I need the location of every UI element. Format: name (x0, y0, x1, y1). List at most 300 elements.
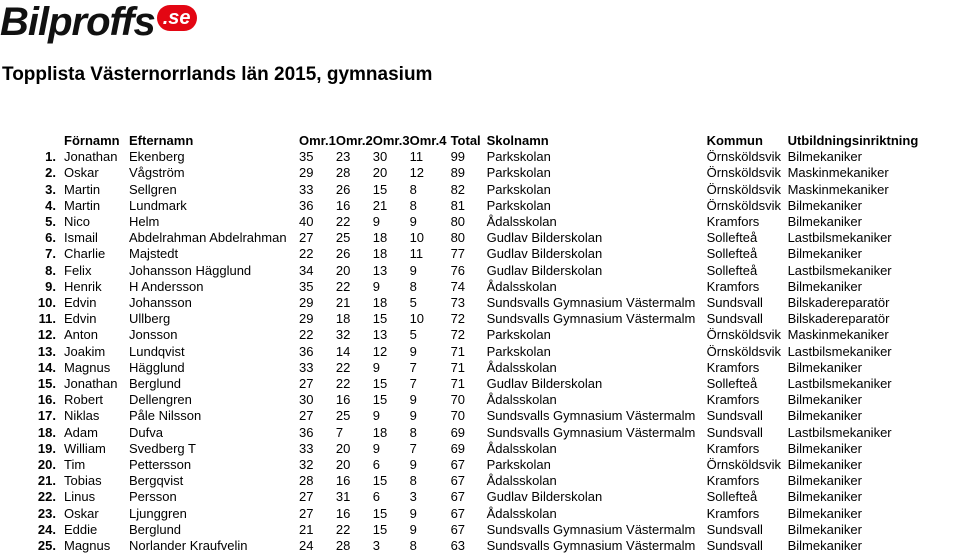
cell-municipality: Örnsköldsvik (706, 165, 781, 181)
cell-omr2: 16 (335, 392, 351, 408)
cell-total: 99 (450, 149, 466, 165)
cell-municipality: Örnsköldsvik (706, 181, 781, 197)
cell-total: 67 (450, 505, 466, 521)
cell-municipality: Kramfors (706, 359, 760, 375)
cell-last-name: Pettersson (129, 457, 192, 473)
cell-municipality: Sundsvall (706, 311, 763, 327)
cell-municipality: Kramfors (706, 473, 760, 489)
table-row (0, 376, 928, 392)
cell-omr3: 15 (372, 473, 388, 489)
table-row (0, 360, 928, 376)
cell-omr2: 28 (335, 165, 351, 181)
cell-omr3: 9 (372, 359, 380, 375)
header-program: Utbildningsinriktning (787, 133, 919, 148)
table-row (0, 295, 928, 311)
header-omr3: Omr.3 (372, 133, 410, 148)
cell-last-name: Majstedt (129, 246, 179, 262)
cell-rank: 5. (45, 214, 56, 230)
cell-omr3: 9 (372, 440, 380, 456)
cell-municipality: Sundsvall (706, 521, 763, 537)
cell-school: Ådalsskolan (486, 359, 557, 375)
cell-program: Bilskadereparatör (787, 295, 890, 311)
table-row (0, 198, 928, 214)
cell-school: Gudlav Bilderskolan (486, 246, 603, 262)
cell-omr3: 9 (372, 214, 380, 230)
cell-total: 71 (450, 359, 466, 375)
cell-school: Sundsvalls Gymnasium Västermalm (486, 408, 696, 424)
table-row (0, 392, 928, 408)
cell-municipality: Sundsvall (706, 424, 763, 440)
cell-total: 69 (450, 424, 466, 440)
cell-omr2: 20 (335, 457, 351, 473)
cell-program: Lastbilsmekaniker (787, 376, 892, 392)
cell-first-name: Jonathan (64, 376, 118, 392)
cell-school: Sundsvalls Gymnasium Västermalm (486, 295, 696, 311)
cell-first-name: Edvin (64, 311, 97, 327)
cell-last-name: Jonsson (129, 327, 178, 343)
table-row (0, 214, 928, 230)
cell-first-name: Niklas (64, 408, 100, 424)
cell-first-name: Martin (64, 197, 101, 213)
cell-total: 67 (450, 521, 466, 537)
cell-omr2: 22 (335, 376, 351, 392)
cell-first-name: Magnus (64, 359, 111, 375)
cell-omr2: 20 (335, 440, 351, 456)
cell-municipality: Kramfors (706, 278, 760, 294)
cell-municipality: Sollefteå (706, 376, 758, 392)
cell-last-name: Ullberg (129, 311, 171, 327)
cell-rank: 25. (37, 538, 56, 554)
cell-total: 67 (450, 473, 466, 489)
cell-omr2: 22 (335, 214, 351, 230)
header-last-name: Efternamn (129, 133, 194, 148)
cell-omr2: 18 (335, 311, 351, 327)
cell-omr2: 14 (335, 343, 351, 359)
cell-school: Parkskolan (486, 327, 551, 343)
cell-omr3: 15 (372, 181, 388, 197)
cell-omr4: 9 (409, 214, 417, 230)
cell-omr3: 18 (372, 295, 388, 311)
cell-last-name: Berglund (129, 521, 182, 537)
cell-program: Bilmekaniker (787, 521, 862, 537)
cell-omr3: 9 (372, 408, 380, 424)
cell-rank: 1. (45, 149, 56, 165)
cell-omr1: 33 (299, 359, 314, 375)
cell-first-name: Magnus (64, 538, 111, 554)
cell-omr1: 35 (299, 278, 314, 294)
cell-last-name: Bergqvist (129, 473, 184, 489)
cell-program: Bilmekaniker (787, 197, 862, 213)
cell-first-name: Edvin (64, 295, 97, 311)
table-row (0, 311, 928, 327)
cell-last-name: Abdelrahman Abdelrahman (129, 230, 287, 246)
cell-omr4: 8 (409, 197, 417, 213)
cell-last-name: Dellengren (129, 392, 192, 408)
cell-omr1: 34 (299, 262, 314, 278)
cell-omr1: 27 (299, 408, 314, 424)
cell-omr4: 9 (409, 262, 417, 278)
cell-omr1: 29 (299, 295, 314, 311)
cell-rank: 4. (45, 197, 56, 213)
cell-total: 71 (450, 343, 466, 359)
header-municipality: Kommun (706, 133, 763, 148)
cell-omr2: 25 (335, 408, 351, 424)
cell-omr4: 8 (409, 473, 417, 489)
cell-first-name: Ismail (64, 230, 98, 246)
cell-last-name: Persson (129, 489, 177, 505)
cell-last-name: Vågström (129, 165, 185, 181)
table-row (0, 506, 928, 522)
cell-program: Bilmekaniker (787, 359, 862, 375)
cell-total: 67 (450, 489, 466, 505)
cell-omr1: 24 (299, 538, 314, 554)
cell-omr4: 7 (409, 359, 417, 375)
cell-total: 69 (450, 440, 466, 456)
cell-omr1: 21 (299, 521, 314, 537)
cell-first-name: Linus (64, 489, 96, 505)
cell-total: 67 (450, 457, 466, 473)
cell-first-name: Eddie (64, 521, 98, 537)
cell-school: Gudlav Bilderskolan (486, 262, 603, 278)
cell-omr4: 9 (409, 505, 417, 521)
cell-rank: 7. (45, 246, 56, 262)
cell-last-name: Ekenberg (129, 149, 185, 165)
cell-total: 76 (450, 262, 466, 278)
cell-omr2: 20 (335, 262, 351, 278)
cell-omr3: 9 (372, 278, 380, 294)
cell-program: Bilmekaniker (787, 457, 862, 473)
cell-rank: 3. (45, 181, 56, 197)
cell-school: Sundsvalls Gymnasium Västermalm (486, 538, 696, 554)
cell-first-name: Anton (64, 327, 98, 343)
cell-first-name: William (64, 440, 106, 456)
cell-municipality: Örnsköldsvik (706, 149, 781, 165)
cell-rank: 22. (37, 489, 56, 505)
cell-first-name: Charlie (64, 246, 106, 262)
cell-school: Sundsvalls Gymnasium Västermalm (486, 311, 696, 327)
cell-omr3: 13 (372, 327, 388, 343)
cell-rank: 11. (38, 311, 56, 327)
table-row (0, 165, 928, 181)
header-omr2: Omr.2 (335, 133, 373, 148)
cell-rank: 23. (37, 505, 56, 521)
cell-school: Sundsvalls Gymnasium Västermalm (486, 521, 696, 537)
cell-omr4: 9 (409, 521, 417, 537)
cell-omr4: 12 (409, 165, 425, 181)
cell-omr1: 27 (299, 376, 314, 392)
cell-school: Ådalsskolan (486, 392, 557, 408)
cell-first-name: Oskar (64, 165, 99, 181)
cell-omr2: 21 (335, 295, 351, 311)
cell-program: Bilmekaniker (787, 440, 862, 456)
cell-total: 71 (450, 376, 466, 392)
cell-last-name: Johansson Hägglund (129, 262, 252, 278)
cell-first-name: Jonathan (64, 149, 118, 165)
cell-program: Bilmekaniker (787, 408, 862, 424)
cell-last-name: Dufva (129, 424, 163, 440)
cell-omr2: 16 (335, 473, 351, 489)
cell-last-name: Hägglund (129, 359, 185, 375)
header-rank (0, 133, 64, 149)
cell-omr4: 3 (409, 489, 417, 505)
cell-program: Bilmekaniker (787, 473, 862, 489)
cell-school: Ådalsskolan (486, 473, 557, 489)
cell-program: Lastbilsmekaniker (787, 424, 892, 440)
cell-last-name: Ljunggren (129, 505, 187, 521)
cell-school: Gudlav Bilderskolan (486, 230, 603, 246)
cell-first-name: Joakim (64, 343, 106, 359)
cell-program: Maskinmekaniker (787, 181, 889, 197)
table-row (0, 230, 928, 246)
cell-school: Ådalsskolan (486, 440, 557, 456)
table-row (0, 441, 928, 457)
cell-omr1: 27 (299, 489, 314, 505)
cell-school: Ådalsskolan (486, 214, 557, 230)
cell-omr4: 9 (409, 343, 417, 359)
cell-rank: 15. (37, 376, 56, 392)
cell-omr4: 11 (409, 149, 424, 165)
cell-omr3: 3 (372, 538, 380, 554)
table-row (0, 538, 928, 554)
table-header-row (0, 133, 928, 149)
cell-last-name: Norlander Kraufvelin (129, 538, 248, 554)
table-row (0, 246, 928, 262)
header-omr1: Omr.1 (299, 133, 336, 148)
cell-total: 63 (450, 538, 466, 554)
table-row (0, 182, 928, 198)
cell-omr1: 30 (299, 392, 314, 408)
cell-rank: 9. (45, 278, 56, 294)
cell-omr2: 26 (335, 246, 351, 262)
cell-rank: 20. (37, 457, 56, 473)
cell-omr3: 18 (372, 230, 388, 246)
cell-omr3: 15 (372, 376, 388, 392)
cell-last-name: Lundmark (129, 197, 187, 213)
cell-program: Lastbilsmekaniker (787, 230, 892, 246)
page-title: Topplista Västernorrlands län 2015, gymnasium (2, 64, 433, 85)
cell-omr2: 28 (335, 538, 351, 554)
cell-program: Bilmekaniker (787, 246, 862, 262)
cell-total: 70 (450, 408, 466, 424)
cell-omr4: 11 (409, 246, 424, 262)
cell-last-name: Lundqvist (129, 343, 185, 359)
cell-omr3: 13 (372, 262, 388, 278)
cell-omr1: 22 (299, 246, 314, 262)
cell-program: Lastbilsmekaniker (787, 262, 892, 278)
cell-total: 80 (450, 230, 466, 246)
cell-omr3: 6 (372, 489, 380, 505)
cell-total: 80 (450, 214, 466, 230)
cell-first-name: Tim (64, 457, 86, 473)
cell-school: Gudlav Bilderskolan (486, 489, 603, 505)
cell-municipality: Kramfors (706, 392, 760, 408)
cell-total: 72 (450, 327, 466, 343)
cell-omr1: 28 (299, 473, 314, 489)
cell-rank: 18. (37, 424, 56, 440)
header-total: Total (450, 133, 481, 148)
cell-first-name: Oskar (64, 505, 99, 521)
cell-municipality: Kramfors (706, 440, 760, 456)
cell-first-name: Henrik (64, 278, 102, 294)
cell-omr2: 22 (335, 521, 351, 537)
cell-total: 74 (450, 278, 466, 294)
cell-omr1: 33 (299, 440, 314, 456)
cell-school: Parkskolan (486, 343, 551, 359)
cell-first-name: Nico (64, 214, 91, 230)
cell-rank: 12. (37, 327, 56, 343)
cell-program: Bilmekaniker (787, 505, 862, 521)
cell-last-name: Sellgren (129, 181, 177, 197)
cell-omr3: 20 (372, 165, 388, 181)
cell-first-name: Adam (64, 424, 98, 440)
cell-total: 89 (450, 165, 466, 181)
cell-school: Ådalsskolan (486, 505, 557, 521)
ranking-table (0, 133, 928, 554)
cell-program: Bilmekaniker (787, 214, 862, 230)
header-school: Skolnamn (486, 133, 549, 148)
table-row (0, 408, 928, 424)
cell-omr3: 15 (372, 311, 388, 327)
cell-school: Parkskolan (486, 181, 551, 197)
cell-omr4: 7 (409, 440, 417, 456)
cell-omr1: 36 (299, 424, 314, 440)
cell-omr2: 26 (335, 181, 351, 197)
cell-omr1: 40 (299, 214, 314, 230)
cell-omr3: 30 (372, 149, 388, 165)
table-row (0, 457, 928, 473)
cell-omr4: 5 (409, 327, 417, 343)
cell-municipality: Örnsköldsvik (706, 197, 781, 213)
cell-program: Maskinmekaniker (787, 165, 889, 181)
cell-omr4: 8 (409, 538, 417, 554)
cell-omr4: 8 (409, 181, 417, 197)
cell-omr3: 15 (372, 521, 388, 537)
cell-omr1: 33 (299, 181, 314, 197)
cell-municipality: Sundsvall (706, 295, 763, 311)
cell-omr1: 27 (299, 505, 314, 521)
cell-omr4: 9 (409, 457, 417, 473)
cell-omr3: 15 (372, 505, 388, 521)
cell-total: 81 (450, 197, 466, 213)
cell-total: 82 (450, 181, 466, 197)
cell-municipality: Sollefteå (706, 246, 758, 262)
cell-school: Parkskolan (486, 149, 551, 165)
table-row (0, 263, 928, 279)
cell-program: Bilmekaniker (787, 538, 862, 554)
cell-program: Lastbilsmekaniker (787, 343, 892, 359)
table-row (0, 522, 928, 538)
cell-program: Bilmekaniker (787, 489, 862, 505)
cell-total: 73 (450, 295, 466, 311)
cell-omr2: 23 (335, 149, 351, 165)
cell-rank: 8. (45, 262, 56, 278)
table-row (0, 344, 928, 360)
cell-municipality: Sundsvall (706, 408, 763, 424)
cell-omr3: 21 (372, 197, 388, 213)
table-row (0, 489, 928, 505)
cell-omr4: 9 (409, 408, 417, 424)
cell-omr4: 10 (409, 311, 425, 327)
cell-rank: 13. (37, 343, 56, 359)
cell-omr1: 32 (299, 457, 314, 473)
cell-omr3: 12 (372, 343, 388, 359)
cell-omr1: 27 (299, 230, 314, 246)
cell-omr3: 18 (372, 246, 388, 262)
cell-omr1: 35 (299, 149, 314, 165)
cell-last-name: Svedberg T (129, 440, 196, 456)
cell-omr1: 29 (299, 165, 314, 181)
site-logo[interactable] (0, 0, 197, 44)
cell-first-name: Robert (64, 392, 104, 408)
cell-omr1: 29 (299, 311, 314, 327)
cell-omr4: 5 (409, 295, 417, 311)
cell-rank: 14. (37, 359, 56, 375)
table-row (0, 425, 928, 441)
cell-municipality: Sollefteå (706, 262, 758, 278)
cell-program: Bilskadereparatör (787, 311, 890, 327)
cell-program: Bilmekaniker (787, 278, 862, 294)
table-row (0, 279, 928, 295)
cell-omr2: 16 (335, 505, 351, 521)
cell-omr2: 32 (335, 327, 351, 343)
table-row (0, 327, 928, 343)
cell-program: Bilmekaniker (787, 392, 862, 408)
cell-omr2: 7 (335, 424, 344, 440)
cell-program: Bilmekaniker (787, 149, 862, 165)
cell-total: 70 (450, 392, 466, 408)
cell-last-name: Johansson (129, 295, 192, 311)
cell-municipality: Sundsvall (706, 538, 763, 554)
cell-last-name: Helm (129, 214, 160, 230)
cell-omr1: 22 (299, 327, 314, 343)
header-first-name: Förnamn (64, 133, 120, 148)
cell-last-name: Påle Nilsson (129, 408, 202, 424)
cell-school: Ådalsskolan (486, 278, 557, 294)
cell-school: Sundsvalls Gymnasium Västermalm (486, 424, 696, 440)
cell-omr2: 31 (335, 489, 351, 505)
table-row (0, 149, 928, 165)
table-body (0, 149, 928, 554)
cell-rank: 19. (37, 440, 56, 456)
cell-municipality: Sollefteå (706, 489, 758, 505)
cell-omr4: 8 (409, 424, 417, 440)
cell-last-name: Berglund (129, 376, 182, 392)
cell-first-name: Felix (64, 262, 92, 278)
cell-omr2: 16 (335, 197, 351, 213)
cell-last-name: H Andersson (129, 278, 204, 294)
cell-total: 72 (450, 311, 466, 327)
table-row (0, 473, 928, 489)
cell-rank: 17. (37, 408, 56, 424)
cell-omr2: 22 (335, 278, 351, 294)
cell-municipality: Kramfors (706, 214, 760, 230)
cell-school: Gudlav Bilderskolan (486, 376, 603, 392)
cell-school: Parkskolan (486, 197, 551, 213)
cell-municipality: Örnsköldsvik (706, 457, 781, 473)
cell-omr4: 8 (409, 278, 417, 294)
cell-omr4: 10 (409, 230, 425, 246)
cell-omr3: 15 (372, 392, 388, 408)
cell-omr2: 25 (335, 230, 351, 246)
logo-text: Bilproffs (0, 0, 155, 44)
cell-rank: 2. (45, 165, 56, 181)
cell-rank: 10. (37, 295, 56, 311)
cell-municipality: Kramfors (706, 505, 760, 521)
cell-omr1: 36 (299, 197, 314, 213)
cell-rank: 21. (37, 473, 56, 489)
cell-omr3: 6 (372, 457, 380, 473)
cell-omr4: 9 (409, 392, 417, 408)
